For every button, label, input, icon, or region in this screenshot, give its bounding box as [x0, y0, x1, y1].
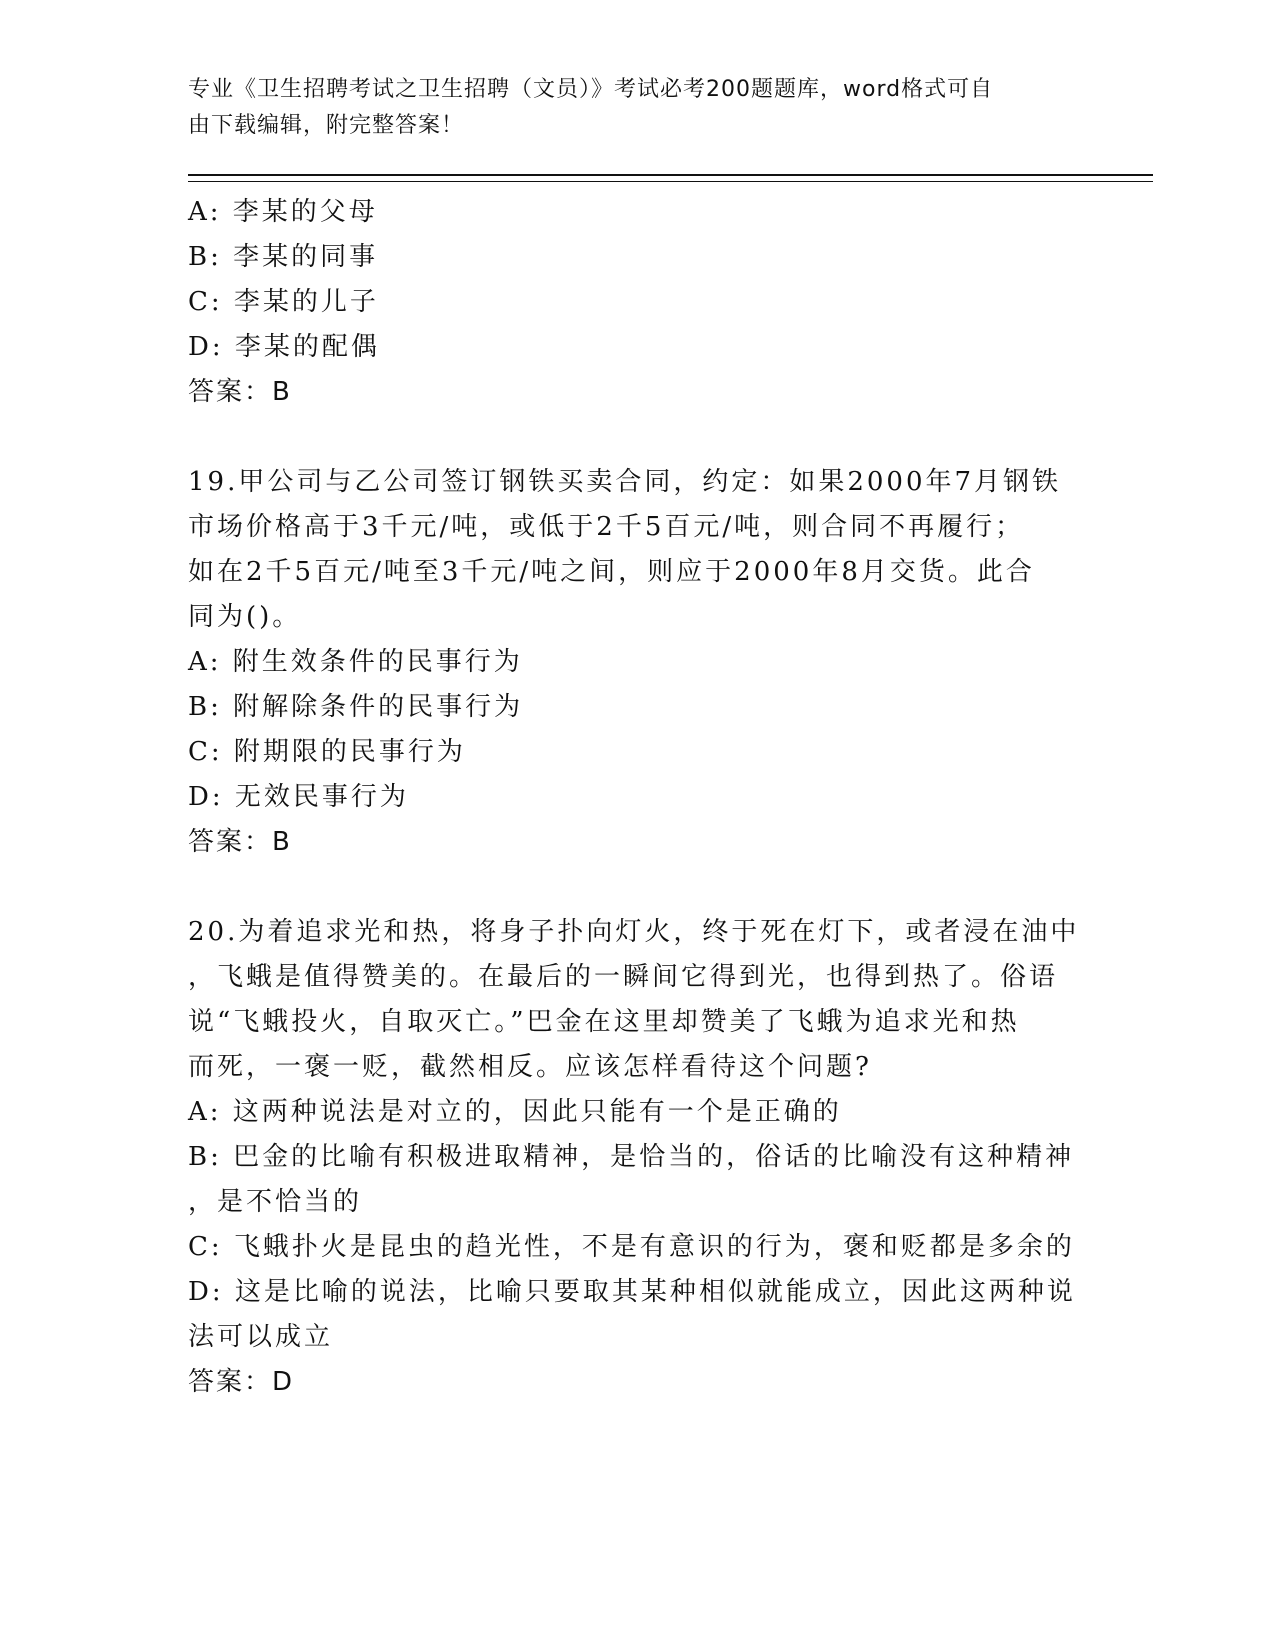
document-header — [188, 72, 1088, 144]
option-a: A: 附生效条件的民事行为 — [188, 647, 523, 677]
answer: 答案：B — [188, 377, 292, 407]
header-line: 由下载编辑，附完整答案！ — [188, 113, 465, 138]
option-a: A: 李某的父母 — [188, 197, 378, 227]
question-text-line: 而死，一褒一贬，截然相反。应该怎样看待这个问题? — [188, 1052, 872, 1082]
option-d: D: 无效民事行为 — [188, 782, 409, 812]
question-text-line: 市场价格高于3千元/吨，或低于2千5百元/吨，则合同不再履行； — [188, 512, 1025, 542]
answer: 答案：D — [188, 1367, 295, 1397]
option-a: A: 这两种说法是对立的，因此只能有一个是正确的 — [188, 1097, 842, 1127]
question-text-line: ，飞蛾是值得赞美的。在最后的一瞬间它得到光，也得到热了。俗语 — [188, 962, 1059, 992]
option-b: B: 李某的同事 — [188, 242, 379, 272]
question-text-line: 如在2千5百元/吨至3千元/吨之间，则应于2000年8月交货。此合 — [188, 557, 1035, 587]
question-text-line: 20.为着追求光和热，将身子扑向灯火，终于死在灯下，或者浸在油中 — [188, 917, 1080, 947]
option-d-continued: 法可以成立 — [188, 1322, 334, 1352]
question-text-line: 同为()。 — [188, 602, 302, 632]
header-line: 专业《卫生招聘考试之卫生招聘（文员）》考试必考200题题库，word格式可自 — [188, 77, 994, 102]
question-text-line: 说“飞蛾投火，自取灭亡。”巴金在这里却赞美了飞蛾为追求光和热 — [188, 1007, 1020, 1037]
option-d: D: 李某的配偶 — [188, 332, 380, 362]
question-18 — [188, 190, 1088, 415]
option-c: C: 李某的儿子 — [188, 287, 379, 317]
option-b: B: 附解除条件的民事行为 — [188, 692, 524, 722]
option-b-continued: ，是不恰当的 — [188, 1187, 363, 1217]
header-divider — [188, 174, 1153, 182]
document-page — [188, 72, 1088, 1405]
option-d: D: 这是比喻的说法，比喻只要取其某种相似就能成立，因此这两种说 — [188, 1277, 1076, 1307]
answer: 答案：B — [188, 827, 292, 857]
option-c: C: 飞蛾扑火是昆虫的趋光性，不是有意识的行为，褒和贬都是多余的 — [188, 1232, 1075, 1262]
option-b: B: 巴金的比喻有积极进取精神，是恰当的，俗话的比喻没有这种精神 — [188, 1142, 1075, 1172]
option-c: C: 附期限的民事行为 — [188, 737, 466, 767]
question-20 — [188, 910, 1088, 1405]
question-text-line: 19.甲公司与乙公司签订钢铁买卖合同，约定：如果2000年7月钢铁 — [188, 467, 1062, 497]
question-19 — [188, 460, 1088, 865]
